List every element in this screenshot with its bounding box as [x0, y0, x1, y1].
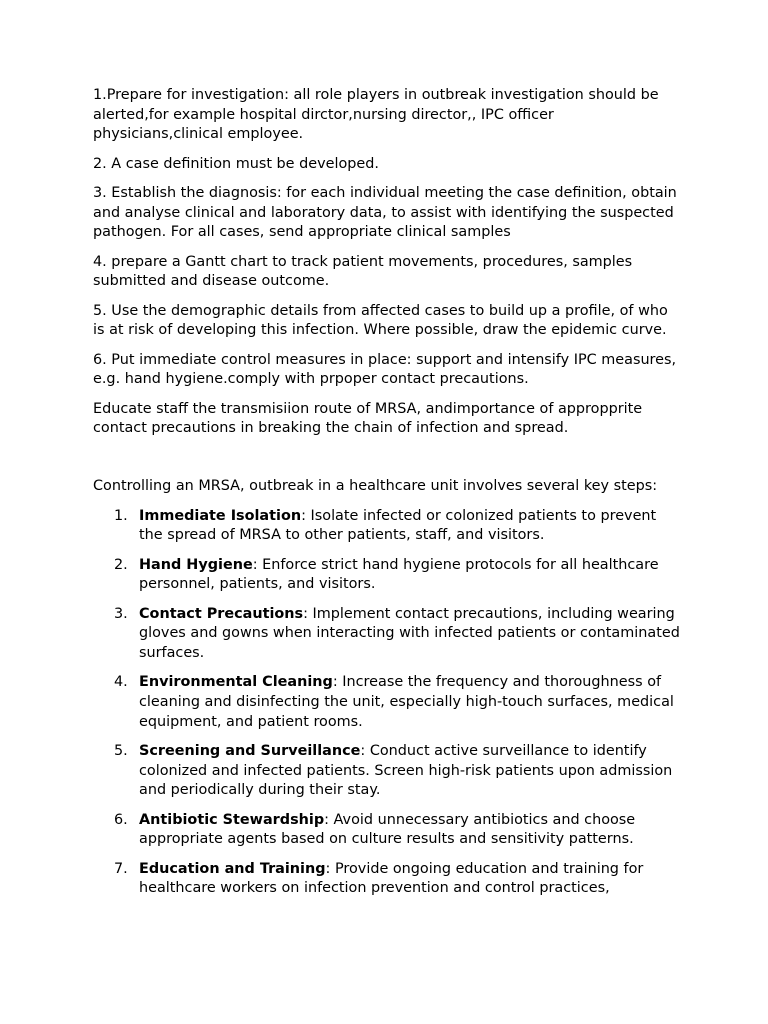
- list-item: [93, 811, 683, 850]
- list-item-term: Immediate Isolation: [139, 507, 302, 524]
- document-page: [93, 86, 683, 909]
- paragraph-gantt-chart: 4. prepare a Gantt chart to track patient movements, procedures, samples submitted and disease outcome.: [93, 253, 633, 290]
- list-item: [93, 605, 683, 664]
- list-item-text: : Enforce strict hand hygiene protocols for all healthcare personnel, patients, and visitors.: [139, 556, 659, 593]
- list-item: [93, 556, 683, 595]
- list-item-term: Environmental Cleaning: [139, 674, 333, 691]
- list-item-number: 1.: [114, 507, 128, 524]
- paragraph-establish-diagnosis: 3. Establish the diagnosis: for each individual meeting the case definition, obtain and analyse clinical and laboratory data, to assist with identifying the suspected pathogen. For all cases, send appropriate clinical samples: [93, 184, 677, 241]
- list-item-number: 7.: [114, 860, 128, 877]
- list-item-number: 3.: [114, 605, 128, 622]
- list-item: [93, 507, 683, 546]
- paragraph-control-measures: 6. Put immediate control measures in place: support and intensify IPC measures, e.g. hand hygiene.comply with prpoper contact precautions.: [93, 351, 677, 388]
- list-item-text: : Increase the frequency and thoroughness of cleaning and disinfecting the unit, especially high-touch surfaces, medical equipment, and patient rooms.: [139, 674, 674, 730]
- list-item-term: Antibiotic Stewardship: [139, 811, 325, 828]
- list-item-text: : Isolate infected or colonized patients to prevent the spread of MRSA to other patients, staff, and visitors.: [139, 507, 657, 544]
- paragraph-demographic-profile: 5. Use the demographic details from affected cases to build up a profile, of who is at risk of developing this infection. Where possible, draw the epidemic curve.: [93, 302, 668, 339]
- list-item-text: : Conduct active surveillance to identify colonized and infected patients. Screen high-risk patients upon admission and periodically during their stay.: [139, 743, 673, 799]
- list-item-term: Contact Precautions: [139, 605, 304, 622]
- list-item-term: Education and Training: [139, 860, 326, 877]
- control-steps-list: [93, 507, 683, 899]
- list-item-term: Screening and Surveillance: [139, 743, 361, 759]
- list-item-number: 5.: [114, 743, 128, 759]
- paragraph-prepare-investigation: 1.Prepare for investigation: all role players in outbreak investigation should be alerted,for example hospital dirctor,nursing director,, IPC officer physicians,clinical employee.: [93, 87, 659, 143]
- list-item-term: Hand Hygiene: [139, 556, 253, 573]
- list-item-text: : Avoid unnecessary antibiotics and choose appropriate agents based on culture results and sensitivity patterns.: [139, 811, 636, 848]
- list-item: [93, 673, 683, 732]
- paragraph-case-definition: 2. A case definition must be developed.: [93, 155, 379, 172]
- list-item: [93, 742, 683, 801]
- list-item-number: 2.: [114, 556, 128, 573]
- list-item-number: 6.: [114, 811, 128, 828]
- paragraph-educate-staff: Educate staff the transmisiion route of MRSA, andimportance of appropprite contact precautions in breaking the chain of infection and spread.: [93, 400, 643, 437]
- section-intro: Controlling an MRSA, outbreak in a healthcare unit involves several key steps:: [93, 478, 658, 495]
- list-item: [93, 860, 683, 899]
- list-item-number: 4.: [114, 674, 128, 691]
- list-item-text: : Provide ongoing education and training for healthcare workers on infection prevention and control practices,: [139, 860, 644, 897]
- section-spacer: [93, 448, 683, 477]
- list-item-text: : Implement contact precautions, including wearing gloves and gowns when interacting with infected patients or contaminated surfaces.: [139, 605, 680, 662]
